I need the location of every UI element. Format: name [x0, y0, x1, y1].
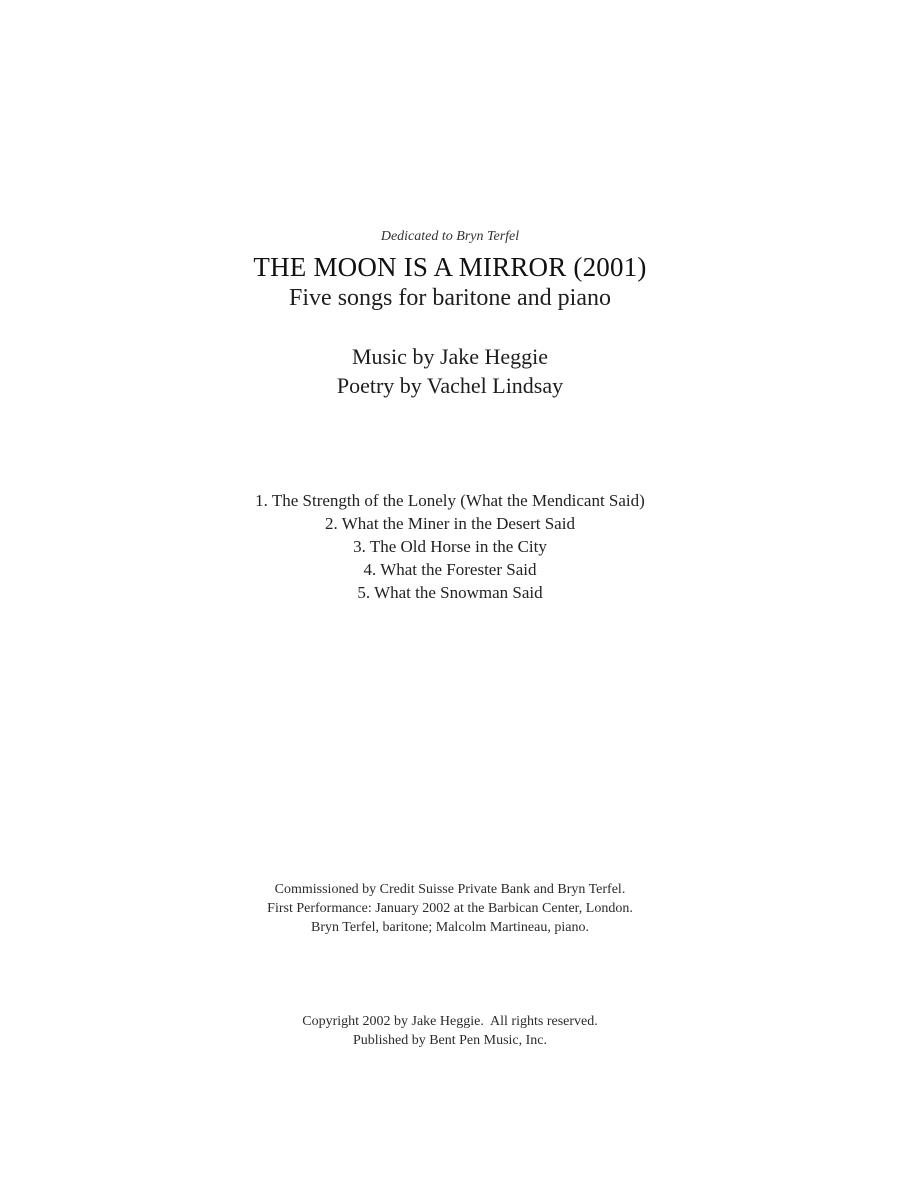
poetry-credit: Poetry by Vachel Lindsay	[336, 373, 564, 398]
copyright-line: Copyright 2002 by Jake Heggie. All rights reserved.	[302, 1014, 598, 1029]
song-item: 5. What the Snowman Said	[357, 583, 543, 602]
song-item: 4. What the Forester Said	[363, 560, 537, 579]
dedication: Dedicated to Bryn Terfel	[380, 229, 520, 244]
music-credit: Music by Jake Heggie	[351, 344, 549, 369]
work-subtitle: Five songs for baritone and piano	[289, 285, 611, 311]
first-performance-line: First Performance: January 2002 at the Barbican Center, London.	[267, 901, 633, 916]
song-item: 1. The Strength of the Lonely (What the Mendicant Said)	[255, 491, 645, 510]
commission-line: Commissioned by Credit Suisse Private Bank and Bryn Terfel.	[274, 882, 626, 897]
copyright-notice	[0, 1012, 900, 1050]
publisher-line: Published by Bent Pen Music, Inc.	[352, 1033, 548, 1048]
song-item: 2. What the Miner in the Desert Said	[325, 514, 575, 533]
song-list	[0, 489, 900, 604]
work-title: THE MOON IS A MIRROR (2001)	[253, 252, 647, 282]
song-item: 3. The Old Horse in the City	[353, 537, 547, 556]
commission-notes	[0, 880, 900, 937]
performers-line: Bryn Terfel, baritone; Malcolm Martineau, piano.	[311, 920, 589, 935]
